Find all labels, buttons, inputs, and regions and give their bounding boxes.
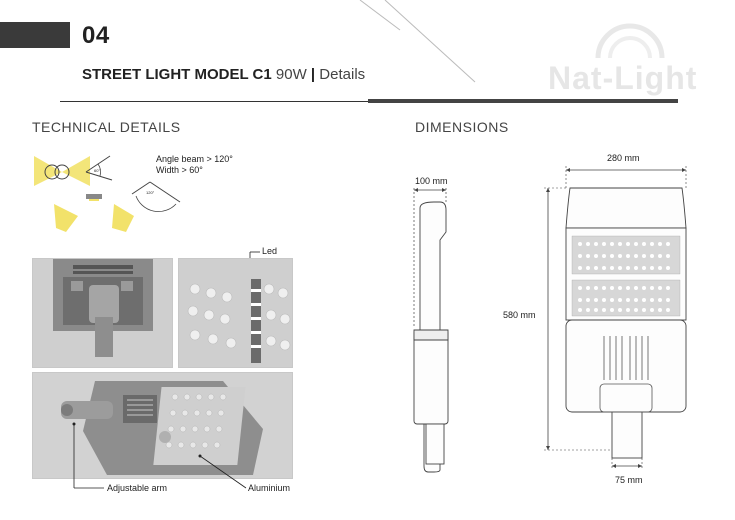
front-width-dim: 280 mm	[607, 153, 640, 163]
arm-photo	[32, 258, 173, 368]
brand-arc-icon	[590, 10, 670, 60]
side-width-dim: 100 mm	[415, 176, 448, 186]
angle-beam-spec: Angle beam > 120°	[156, 154, 233, 164]
adjustable-arm-label: Adjustable arm	[107, 483, 168, 493]
angle-label-60: 60°	[94, 168, 101, 173]
dimensions-title: DIMENSIONS	[415, 119, 509, 135]
decorative-diagonal-lines	[340, 0, 500, 90]
title-power: 90W	[275, 66, 307, 83]
base-width-dim: 75 mm	[615, 475, 643, 485]
page-number: 04	[82, 22, 110, 49]
page-number-bar	[0, 22, 70, 48]
title-detail: Details	[319, 66, 366, 83]
header-rule-thick	[368, 99, 678, 103]
technical-details-title: TECHNICAL DETAILS	[32, 119, 181, 135]
page-title	[82, 66, 365, 83]
title-model: STREET LIGHT MODEL C1	[82, 66, 272, 83]
aluminium-label: Aluminium	[248, 483, 291, 493]
brand-logo: Nat-Light	[548, 60, 698, 96]
width-spec: Width > 60°	[156, 165, 203, 175]
dimension-drawing	[400, 140, 720, 500]
led-photo	[178, 258, 293, 368]
angle-label-120: 120°	[146, 190, 155, 195]
title-separator: |	[310, 66, 316, 83]
height-dim: 580 mm	[503, 310, 536, 320]
led-label: Led	[262, 246, 278, 256]
header-rule-thin	[60, 101, 370, 102]
